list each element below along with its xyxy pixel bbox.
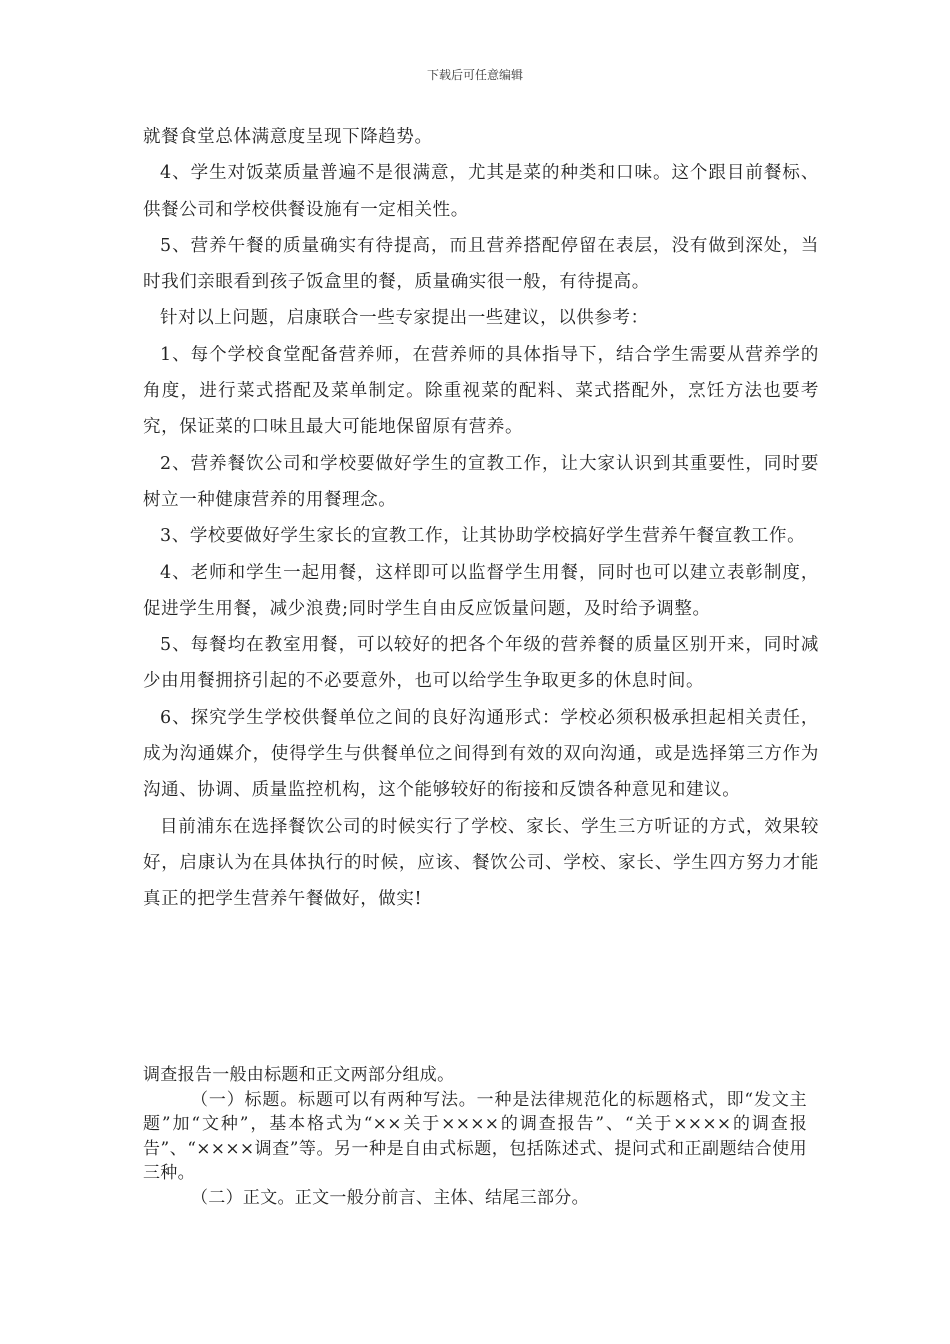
suggestions-intro: 针对以上问题，启康联合一些专家提出一些建议，以供参考： [160,308,649,329]
format-intro: 调查报告一般由标题和正文两部分组成。 [143,1065,455,1085]
suggestion-3: 3、学校要做好学生家长的宣教工作，让其协助学校搞好学生营养午餐宣教工作。 [160,526,806,547]
report-body [143,119,819,918]
paragraph-continuation: 就餐食堂总体满意度呈现下降趋势。 [143,127,433,147]
finding-4: 4、学生对饭菜质量普遍不是很满意，尤其是菜的种类和口味。这个跟目前餐标、供餐公司和学校供餐设施有一定相关性。 [143,163,819,220]
suggestion-2: 2、营养餐饮公司和学校要做好学生的宣教工作，让大家认识到其重要性，同时要树立一种健康营养的用餐理念。 [143,453,819,510]
conclusion: 目前浦东在选择餐饮公司的时候实行了学校、家长、学生三方听证的方式，效果较好，启康认为在具体执行的时候，应该、餐饮公司、学校、家长、学生四方努力才能真正的把学生营养午餐做好，做实! [143,816,819,910]
format-body-section: （二）正文。正文一般分前言、主体、结尾三部分。 [191,1187,589,1208]
report-format-notes [143,1063,807,1211]
suggestion-4: 4、老师和学生一起用餐，这样即可以监督学生用餐，同时也可以建立表彰制度，促进学生用餐，减少浪费;同时学生自由反应饭量问题，及时给予调整。 [143,562,819,619]
finding-5: 5、营养午餐的质量确实有待提高，而且营养搭配停留在表层，没有做到深处，当时我们亲眼看到孩子饭盒里的餐，质量确实很一般，有待提高。 [143,235,819,293]
format-title-section: （一）标题。标题可以有两种写法。一种是法律规范化的标题格式，即“发文主题”加“文种”，基本格式为“××关于××××的调查报告”、“关于××××的调查报告”、“××××调查”等。另一种是自由式标题，包括陈述式、提问式和正副题结合使用三种。 [143,1089,807,1184]
suggestion-6: 6、探究学生学校供餐单位之间的良好沟通形式：学校必须积极承担起相关责任，成为沟通媒介，使得学生与供餐单位之间得到有效的双向沟通，或是选择第三方作为沟通、协调、质量监控机构，这个能够较好的衔接和反馈各种意见和建议。 [143,707,819,801]
suggestion-5: 5、每餐均在教室用餐，可以较好的把各个年级的营养餐的质量区别开来，同时减少由用餐拥挤引起的不必要意外，也可以给学生争取更多的休息时间。 [143,635,819,692]
suggestion-1: 1、每个学校食堂配备营养师，在营养师的具体指导下，结合学生需要从营养学的角度，进行菜式搭配及菜单制定。除重视菜的配料、菜式搭配外，烹饪方法也要考究，保证菜的口味且最大可能地保留原有营养。 [143,344,819,438]
page-header: 下载后可任意编辑 [426,68,523,82]
